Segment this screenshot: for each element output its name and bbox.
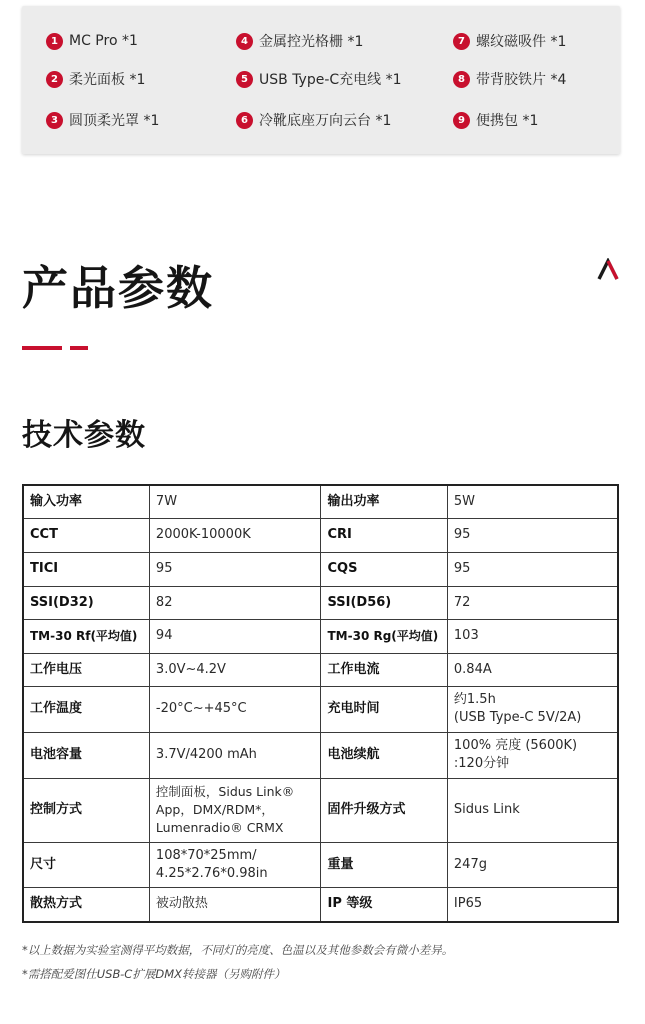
package-item bbox=[236, 31, 363, 51]
spec-key: TICI bbox=[23, 552, 149, 586]
item-number-badge: 6 bbox=[236, 112, 253, 129]
package-item bbox=[453, 69, 566, 89]
package-item bbox=[46, 31, 138, 51]
spec-key: 尺寸 bbox=[23, 842, 149, 887]
title-underline-dash bbox=[70, 346, 88, 350]
package-item bbox=[46, 69, 145, 89]
spec-value: 7W bbox=[149, 485, 321, 518]
spec-value-line: App，DMX/RDM*， bbox=[155, 802, 274, 817]
footnote-disclaimer: *以上数据为实验室测得平均数据，不同灯的亮度、色温以及其他参数会有微小差异。 bbox=[22, 943, 454, 957]
item-number-badge: 9 bbox=[453, 112, 470, 129]
spec-table bbox=[22, 484, 619, 923]
spec-value-multiline bbox=[447, 732, 618, 778]
spec-key: TM-30 Rf(平均值) bbox=[23, 619, 149, 653]
spec-value-multiline bbox=[447, 686, 618, 732]
item-number-badge: 3 bbox=[46, 112, 63, 129]
spec-value: IP65 bbox=[447, 887, 618, 922]
item-label: 圆顶柔光罩 *1 bbox=[69, 113, 160, 129]
package-item bbox=[236, 69, 402, 89]
spec-value-multiline bbox=[149, 842, 321, 887]
item-number-badge: 5 bbox=[236, 71, 253, 88]
table-row bbox=[23, 732, 618, 778]
item-number-badge: 2 bbox=[46, 71, 63, 88]
spec-key: CCT bbox=[23, 518, 149, 552]
item-number-badge: 7 bbox=[453, 33, 470, 50]
spec-value: 95 bbox=[447, 552, 618, 586]
spec-value: 247g bbox=[447, 842, 618, 887]
item-label: 螺纹磁吸件 *1 bbox=[476, 34, 567, 50]
spec-key: 电池容量 bbox=[23, 732, 149, 778]
brand-logo-icon bbox=[596, 258, 620, 280]
item-label: 柔光面板 *1 bbox=[69, 72, 146, 88]
spec-key: 工作电流 bbox=[321, 653, 447, 686]
spec-key: SSI(D56) bbox=[321, 586, 447, 619]
package-item bbox=[46, 110, 159, 130]
spec-key: 控制方式 bbox=[23, 778, 149, 842]
item-number-badge: 8 bbox=[453, 71, 470, 88]
spec-key: 固件升级方式 bbox=[321, 778, 447, 842]
spec-key: IP 等级 bbox=[321, 887, 447, 922]
package-contents-box bbox=[22, 6, 620, 154]
table-row bbox=[23, 842, 618, 887]
item-label: 带背胶铁片 *4 bbox=[476, 72, 567, 88]
spec-key: 工作温度 bbox=[23, 686, 149, 732]
table-row bbox=[23, 619, 618, 653]
item-label: MC Pro *1 bbox=[69, 33, 138, 49]
table-row bbox=[23, 518, 618, 552]
spec-value: Sidus Link bbox=[447, 778, 618, 842]
table-row bbox=[23, 586, 618, 619]
section-title: 产品参数 bbox=[22, 261, 214, 315]
spec-value: 95 bbox=[447, 518, 618, 552]
spec-key: 重量 bbox=[321, 842, 447, 887]
package-item bbox=[453, 31, 566, 51]
spec-value: 72 bbox=[447, 586, 618, 619]
spec-value-multiline bbox=[149, 778, 321, 842]
spec-value-line: 控制面板，Sidus Link® bbox=[155, 784, 295, 799]
spec-value: 5W bbox=[447, 485, 618, 518]
spec-value: 94 bbox=[149, 619, 321, 653]
item-label: 金属控光格栅 *1 bbox=[259, 34, 364, 50]
table-row bbox=[23, 778, 618, 842]
spec-value: 82 bbox=[149, 586, 321, 619]
item-label: 便携包 *1 bbox=[476, 113, 539, 129]
spec-key: 工作电压 bbox=[23, 653, 149, 686]
spec-value: 2000K-10000K bbox=[149, 518, 321, 552]
item-number-badge: 4 bbox=[236, 33, 253, 50]
spec-value-line: 约1.5h bbox=[453, 692, 496, 707]
table-row bbox=[23, 653, 618, 686]
table-row bbox=[23, 552, 618, 586]
title-underline bbox=[22, 346, 62, 350]
spec-value-line: :120分钟 bbox=[453, 756, 510, 771]
spec-key: CRI bbox=[321, 518, 447, 552]
spec-value: 95 bbox=[149, 552, 321, 586]
item-label: USB Type-C充电线 *1 bbox=[259, 72, 402, 88]
spec-key: CQS bbox=[321, 552, 447, 586]
spec-value: 0.84A bbox=[447, 653, 618, 686]
spec-value: 103 bbox=[447, 619, 618, 653]
spec-value-line: 4.25*2.76*0.98in bbox=[155, 865, 268, 881]
spec-value: 被动散热 bbox=[149, 887, 321, 922]
spec-value-line: (USB Type-C 5V/2A) bbox=[453, 710, 582, 725]
spec-value: 3.7V/4200 mAh bbox=[149, 732, 321, 778]
spec-key: 充电时间 bbox=[321, 686, 447, 732]
item-label: 冷靴底座万向云台 *1 bbox=[259, 113, 392, 129]
spec-key: TM-30 Rg(平均值) bbox=[321, 619, 447, 653]
spec-value-line: Lumenradio® CRMX bbox=[155, 820, 284, 835]
spec-key: 散热方式 bbox=[23, 887, 149, 922]
item-number-badge: 1 bbox=[46, 33, 63, 50]
spec-key: 输入功率 bbox=[23, 485, 149, 518]
spec-value: 3.0V~4.2V bbox=[149, 653, 321, 686]
spec-value: -20°C~+45°C bbox=[149, 686, 321, 732]
table-row bbox=[23, 686, 618, 732]
spec-value-line: 108*70*25mm/ bbox=[155, 847, 257, 863]
spec-key: SSI(D32) bbox=[23, 586, 149, 619]
spec-value-line: 100% 亮度 (5600K) bbox=[453, 738, 578, 753]
package-item bbox=[236, 110, 391, 130]
package-item bbox=[453, 110, 538, 130]
table-row bbox=[23, 887, 618, 922]
spec-key: 电池续航 bbox=[321, 732, 447, 778]
table-row bbox=[23, 485, 618, 518]
subsection-title: 技术参数 bbox=[22, 418, 146, 453]
spec-key: 输出功率 bbox=[321, 485, 447, 518]
footnote-accessory: *需搭配爱图仕USB-C扩展DMX转接器（另购附件） bbox=[22, 967, 286, 981]
